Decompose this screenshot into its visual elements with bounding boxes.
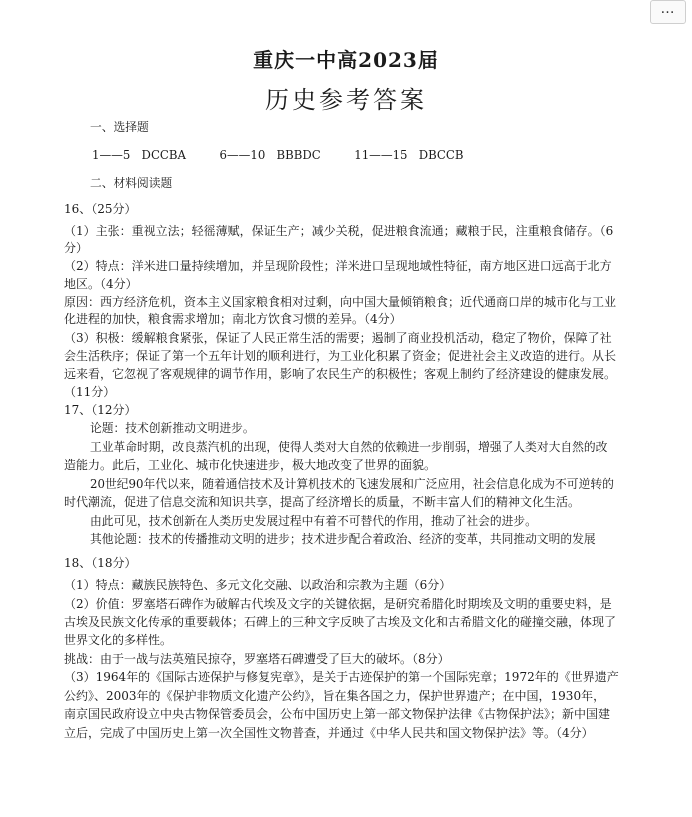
body-line: （1）特点：藏族民族特色、多元文化交融、以政治和宗教为主题（6分） [64,578,452,592]
body-line: 公约》、2003年的《保护非物质文化遗产公约》，旨在集各国之力，保护世界遗产；在中国，1930年， [64,689,606,703]
school-title: 重庆一中高2023届 [253,48,439,72]
body-line: 世界文化的多样性。 [64,633,173,647]
body-line: 论题：技术创新推动文明进步。 [90,421,255,435]
body-line: 会生活秩序；保证了第一个五年计划的顺利进行，为工业化积累了资金；促进社会主义改造的进行。从长 [64,349,617,363]
body-line: （2）特点：洋米进口量持续增加，并呈现阶段性；洋米进口呈现地域性特征，南方地区进口远高于北方 [64,259,612,273]
body-line: 20世纪90年代以来，随着通信技术及计算机技术的飞速发展和广泛应用，社会信息化成为不可逆转的 [90,477,614,491]
body-line: （2）价值：罗塞塔石碑作为破解古代埃及文字的关键依据，是研究希腊化时期埃及文明的重要史料，是 [64,597,612,611]
body-line: 立后，完成了中国历史上第一次全国性文物普查，并通过《中华人民共和国文物保护法》等。（4分） [64,726,594,740]
body-line: 造能力。此后，工业化、城市化快速进步，极大地改变了世界的面貌。 [64,458,437,472]
body-line: （1）主张：重视立法；轻徭薄赋，保证生产；减少关税，促进粮食流通；藏粮于民，注重粮食储存。（6 [64,224,614,238]
body-line: 南京国民政府设立中央古物保管委员会，公布中国历史上第一部文物保护法律《古物保护法》；新中国建 [64,707,611,721]
answer-range: 11——15 [354,148,408,162]
body-line: 化进程的加快，粮食需求增加；南北方饮食习惯的差异。（4分） [64,312,402,326]
answer-letters: DCCBA [141,148,186,162]
body-line: 地区。（4分） [64,277,138,291]
answer-range: 6——10 [219,148,266,162]
section-1-heading: 一、选择题 [90,120,149,134]
body-line: 工业革命时期，改良蒸汽机的出现，使得人类对大自然的依赖进一步削弱，增强了人类对大自然的改 [90,440,608,454]
body-line: 其他论题：技术的传播推动文明的进步；技术进步配合着政治、经济的变革，共同推动文明的发展 [90,532,596,546]
body-line: （3）1964年的《国际古迹保护与修复宪章》，是关于古迹保护的第一个国际宪章；1972年的《世界遗产 [64,670,619,684]
body-line: 由此可见，技术创新在人类历史发展过程中有着不可替代的作用，推动了社会的进步。 [90,514,537,528]
section-2-heading: 二、材料阅读题 [90,176,173,190]
body-line: 远来看，它忽视了客观规律的调节作用，影响了农民生产的积极性；客观上制约了经济建设的健康发展。 [64,367,617,381]
body-line: （3）积极：缓解粮食紧张，保证了人民正常生活的需要；遏制了商业投机活动，稳定了物价，保障了社 [64,331,612,345]
answer-key-row [92,148,678,163]
body-line: 挑战：由于一战与法英殖民掠夺，罗塞塔石碑遭受了巨大的破坏。（8分） [64,652,450,666]
answer-letters: DBCCB [418,148,464,162]
page-title: 历史参考答案 [265,86,427,114]
answer-range: 1——5 [92,148,131,162]
body-line: 时代潮流，促进了信息交流和知识共享，提高了经济增长的质量，不断丰富人们的精神文化生活。 [64,495,581,509]
question-17-heading: 17、（12分） [64,403,137,417]
body-line: 分） [64,241,89,255]
more-options-button[interactable]: … [650,0,686,24]
question-16-heading: 16、（25分） [64,202,137,216]
answer-letters: BBBDC [276,148,321,162]
body-line: 古埃及民族文化传承的重要载体；石碑上的三种文字反映了古埃及文化和古希腊文化的碰撞交融，体现了 [64,615,617,629]
body-line: （11分） [64,385,116,399]
body-line: 原因：西方经济危机，资本主义国家粮食相对过剩，向中国大量倾销粮食；近代通商口岸的城市化与工业 [64,295,617,309]
question-18-heading: 18、（18分） [64,556,137,570]
